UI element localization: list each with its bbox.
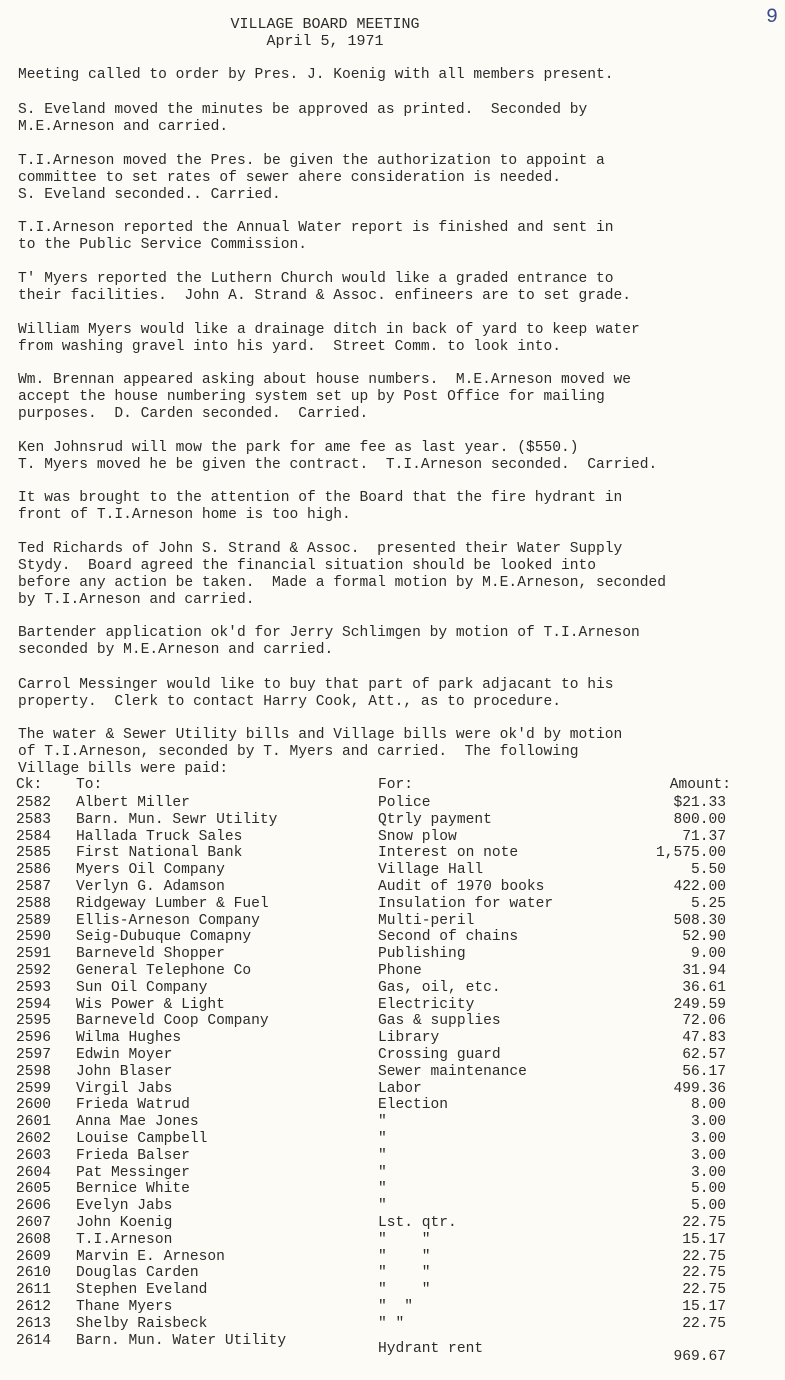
paragraph-bills-approval: The water & Sewer Utility bills and Village bills were ok'd by motion of T.I.Arneson, seconded by T. Myers and carried. The following Village bills were paid: (18, 727, 623, 777)
paragraph-water-report: T.I.Arneson reported the Annual Water report is finished and sent in to the Public Service Commission. (18, 220, 614, 253)
bill-payee: Stephen Eveland (76, 1282, 208, 1298)
bill-purpose: Publishing (378, 946, 466, 962)
bill-amount: 36.61 (682, 980, 726, 996)
meeting-title: VILLAGE BOARD MEETING (230, 16, 420, 33)
paragraph-sewer-rates: T.I.Arneson moved the Pres. be given the authorization to appoint a committee to set rates of sewer ahere consideration is needed. S. Eveland seconded.. Carried. (18, 153, 605, 203)
bill-row (16, 1333, 771, 1365)
bill-payee: Wis Power & Light (76, 997, 225, 1013)
bill-purpose: Multi-peril (378, 913, 475, 929)
bill-amount: 47.83 (682, 1030, 726, 1046)
bill-check-number: 2596 (16, 1030, 52, 1046)
bill-payee: Seig-Dubuque Comapny (76, 929, 252, 945)
bill-purpose: " (378, 1131, 387, 1147)
bill-amount: 5.25 (690, 896, 726, 912)
bill-check-number: 2604 (16, 1165, 52, 1181)
bill-payee: Pat Messinger (76, 1165, 190, 1181)
paragraph-water-supply-study: Ted Richards of John S. Strand & Assoc. presented their Water Supply Stydy. Board agreed the financial situation should be looked into before any action be taken. Made a formal motion by M.E.Arneson, seconded by T.I.Arneson and carried. (18, 541, 667, 608)
bill-check-number: 2614 (16, 1333, 52, 1349)
bill-payee: John Blaser (76, 1064, 173, 1080)
bill-row (16, 1232, 771, 1249)
bill-amount: 15.17 (682, 1299, 726, 1315)
bill-purpose: Gas & supplies (378, 1013, 501, 1029)
bill-amount: 9.00 (690, 946, 726, 962)
bill-payee: Edwin Moyer (76, 1047, 173, 1063)
bill-row (16, 1097, 771, 1114)
bill-payee: Hallada Truck Sales (76, 829, 243, 845)
bill-check-number: 2588 (16, 896, 52, 912)
bill-purpose: " " (378, 1299, 414, 1315)
bill-purpose: Electricity (378, 997, 475, 1013)
bill-row (16, 1249, 771, 1266)
bill-amount: 5.50 (690, 862, 726, 878)
bill-check-number: 2613 (16, 1316, 52, 1332)
bill-amount: 969.67 (673, 1349, 726, 1365)
bill-purpose: " " (378, 1232, 431, 1248)
paragraph-bartender: Bartender application ok'd for Jerry Schlimgen by motion of T.I.Arneson seconded by M.E.Arneson and carried. (18, 625, 640, 658)
bill-check-number: 2594 (16, 997, 52, 1013)
bill-row (16, 845, 771, 862)
bill-amount: 5.00 (690, 1181, 726, 1197)
bill-payee: First National Bank (76, 845, 243, 861)
bill-check-number: 2584 (16, 829, 52, 845)
bill-payee: Marvin E. Arneson (76, 1249, 225, 1265)
bill-row (16, 1047, 771, 1064)
bill-purpose: Sewer maintenance (378, 1064, 527, 1080)
bill-row (16, 1114, 771, 1131)
bill-payee: Sun Oil Company (76, 980, 208, 996)
bill-purpose: Election (378, 1097, 449, 1113)
bill-check-number: 2592 (16, 963, 52, 979)
bill-purpose: " (378, 1181, 387, 1197)
bill-amount: 5.00 (690, 1198, 726, 1214)
bill-purpose: Gas, oil, etc. (378, 980, 501, 996)
bill-payee: Douglas Carden (76, 1265, 199, 1281)
bill-check-number: 2601 (16, 1114, 52, 1130)
bill-check-number: 2595 (16, 1013, 52, 1029)
bill-purpose: Police (378, 795, 431, 811)
bill-row (16, 1081, 771, 1098)
paragraph-church-entrance: T' Myers reported the Luthern Church would like a graded entrance to their facilities. John A. Strand & Assoc. enfineers are to set grade. (18, 271, 632, 304)
bill-row (16, 963, 771, 980)
bill-payee: T.I.Arneson (76, 1232, 173, 1248)
bill-purpose: Qtrly payment (378, 812, 492, 828)
bill-check-number: 2583 (16, 812, 52, 828)
bill-amount: 249.59 (673, 997, 726, 1013)
paragraph-house-numbers: Wm. Brennan appeared asking about house numbers. M.E.Arneson moved we accept the house numbering system set up by Post Office for mailing purposes. D. Carden seconded. Carried. (18, 372, 632, 422)
bill-row (16, 896, 771, 913)
bill-check-number: 2608 (16, 1232, 52, 1248)
bill-payee: Verlyn G. Adamson (76, 879, 225, 895)
bill-amount: 508.30 (673, 913, 726, 929)
bill-purpose: " (378, 1165, 387, 1181)
bill-purpose: Labor (378, 1081, 422, 1097)
bill-check-number: 2611 (16, 1282, 52, 1298)
bill-row (16, 946, 771, 963)
paragraph-park-purchase: Carrol Messinger would like to buy that part of park adjacant to his property. Clerk to contact Harry Cook, Att., as to procedure. (18, 677, 614, 710)
bill-payee: Louise Campbell (76, 1131, 208, 1147)
bill-payee: Wilma Hughes (76, 1030, 182, 1046)
bill-row (16, 879, 771, 896)
bill-purpose: " (378, 1198, 387, 1214)
bill-amount: 56.17 (682, 1064, 726, 1080)
bill-check-number: 2589 (16, 913, 52, 929)
bill-payee: Ridgeway Lumber & Fuel (76, 896, 269, 912)
bill-amount: 3.00 (690, 1148, 726, 1164)
bill-purpose: " " (378, 1282, 431, 1298)
bills-table-header (16, 777, 771, 794)
bill-payee: Frieda Balser (76, 1148, 190, 1164)
bill-row (16, 862, 771, 879)
bill-purpose: Lst. qtr. (378, 1215, 457, 1231)
bill-check-number: 2590 (16, 929, 52, 945)
bill-row (16, 1064, 771, 1081)
bill-payee: Albert Miller (76, 795, 190, 811)
bill-amount: 72.06 (682, 1013, 726, 1029)
bill-amount: 15.17 (682, 1232, 726, 1248)
bill-purpose: Audit of 1970 books (378, 879, 545, 895)
bill-payee: Barneveld Shopper (76, 946, 225, 962)
bill-purpose: Hydrant rent (378, 1341, 484, 1357)
bill-amount: 800.00 (673, 812, 726, 828)
bill-amount: 62.57 (682, 1047, 726, 1063)
bill-check-number: 2605 (16, 1181, 52, 1197)
bill-row (16, 795, 771, 812)
bill-payee: Barn. Mun. Sewr Utility (76, 812, 278, 828)
bill-row (16, 1215, 771, 1232)
paragraph-call-to-order: Meeting called to order by Pres. J. Koenig with all members present. (18, 67, 614, 83)
bill-check-number: 2598 (16, 1064, 52, 1080)
bill-row (16, 1299, 771, 1316)
bill-check-number: 2603 (16, 1148, 52, 1164)
bill-purpose: Snow plow (378, 829, 457, 845)
bill-row (16, 1282, 771, 1299)
bill-amount: 22.75 (682, 1249, 726, 1265)
bill-payee: Anna Mae Jones (76, 1114, 199, 1130)
bill-check-number: 2606 (16, 1198, 52, 1214)
bill-check-number: 2597 (16, 1047, 52, 1063)
bill-payee: Thane Myers (76, 1299, 173, 1315)
bill-purpose: " (378, 1114, 387, 1130)
bill-amount: 22.75 (682, 1265, 726, 1281)
bill-payee: Ellis-Arneson Company (76, 913, 260, 929)
bill-row (16, 1030, 771, 1047)
bill-amount: 3.00 (690, 1165, 726, 1181)
header-ck: Ck: (16, 777, 43, 793)
bill-amount: 3.00 (690, 1114, 726, 1130)
bill-row (16, 1181, 771, 1198)
bill-amount: 71.37 (682, 829, 726, 845)
bill-check-number: 2591 (16, 946, 52, 962)
bill-check-number: 2582 (16, 795, 52, 811)
bill-purpose: Second of chains (378, 929, 519, 945)
bill-amount: 422.00 (673, 879, 726, 895)
bill-payee: Shelby Raisbeck (76, 1316, 208, 1332)
bill-row (16, 829, 771, 846)
bill-payee: Evelyn Jabs (76, 1198, 173, 1214)
bill-check-number: 2600 (16, 1097, 52, 1113)
bill-purpose: " " (378, 1265, 431, 1281)
bill-purpose: Interest on note (378, 845, 519, 861)
bill-amount: 22.75 (682, 1316, 726, 1332)
bill-amount: 22.75 (682, 1282, 726, 1298)
bill-row (16, 812, 771, 829)
bill-payee: Barn. Mun. Water Utility (76, 1333, 287, 1349)
bill-amount: 3.00 (690, 1131, 726, 1147)
page-number: 9 (766, 6, 779, 29)
bill-check-number: 2607 (16, 1215, 52, 1231)
bill-row (16, 980, 771, 997)
bill-check-number: 2612 (16, 1299, 52, 1315)
bill-amount: 1,575.00 (655, 845, 726, 861)
bill-check-number: 2593 (16, 980, 52, 996)
bill-check-number: 2610 (16, 1265, 52, 1281)
meeting-title-block (0, 16, 650, 50)
bill-check-number: 2586 (16, 862, 52, 878)
bill-purpose: " " (378, 1249, 431, 1265)
header-to: To: (76, 777, 103, 793)
bill-amount: 8.00 (690, 1097, 726, 1113)
bill-payee: General Telephone Co (76, 963, 252, 979)
paragraph-fire-hydrant: It was brought to the attention of the Board that the fire hydrant in front of T.I.Arneson home is too high. (18, 490, 623, 523)
paragraph-park-mowing: Ken Johnsrud will mow the park for ame fee as last year. ($550.) T. Myers moved he be given the contract. T.I.Arneson seconded. Carried. (18, 440, 658, 473)
bill-payee: Barneveld Coop Company (76, 1013, 269, 1029)
bill-amount: 22.75 (682, 1215, 726, 1231)
bill-amount: 499.36 (673, 1081, 726, 1097)
bill-payee: Virgil Jabs (76, 1081, 173, 1097)
bill-row (16, 1165, 771, 1182)
bill-purpose: Village Hall (378, 862, 484, 878)
bill-row (16, 1265, 771, 1282)
bill-row (16, 913, 771, 930)
bill-row (16, 1148, 771, 1165)
bill-row (16, 1013, 771, 1030)
paragraph-drainage-ditch: William Myers would like a drainage ditch in back of yard to keep water from washing gravel into his yard. Street Comm. to look into. (18, 322, 640, 355)
bill-row (16, 1131, 771, 1148)
bill-row (16, 929, 771, 946)
bill-purpose: Insulation for water (378, 896, 554, 912)
bill-check-number: 2585 (16, 845, 52, 861)
bill-purpose: Crossing guard (378, 1047, 501, 1063)
meeting-date: April 5, 1971 (266, 33, 384, 50)
bill-amount: $21.33 (673, 795, 726, 811)
bill-payee: Myers Oil Company (76, 862, 225, 878)
header-amount: Amount: (669, 777, 731, 793)
bill-purpose: " " (378, 1316, 405, 1332)
bill-amount: 52.90 (682, 929, 726, 945)
bill-row (16, 1316, 771, 1333)
bill-payee: John Koenig (76, 1215, 173, 1231)
bill-purpose: Library (378, 1030, 440, 1046)
bill-amount: 31.94 (682, 963, 726, 979)
bill-check-number: 2602 (16, 1131, 52, 1147)
bill-payee: Frieda Watrud (76, 1097, 190, 1113)
bill-check-number: 2587 (16, 879, 52, 895)
bill-row (16, 997, 771, 1014)
header-for: For: (378, 777, 414, 793)
paragraph-minutes: S. Eveland moved the minutes be approved as printed. Seconded by M.E.Arneson and carried. (18, 102, 588, 135)
bill-purpose: Phone (378, 963, 422, 979)
bill-purpose: " (378, 1148, 387, 1164)
bill-check-number: 2599 (16, 1081, 52, 1097)
bill-payee: Bernice White (76, 1181, 190, 1197)
bill-check-number: 2609 (16, 1249, 52, 1265)
bill-row (16, 1198, 771, 1215)
